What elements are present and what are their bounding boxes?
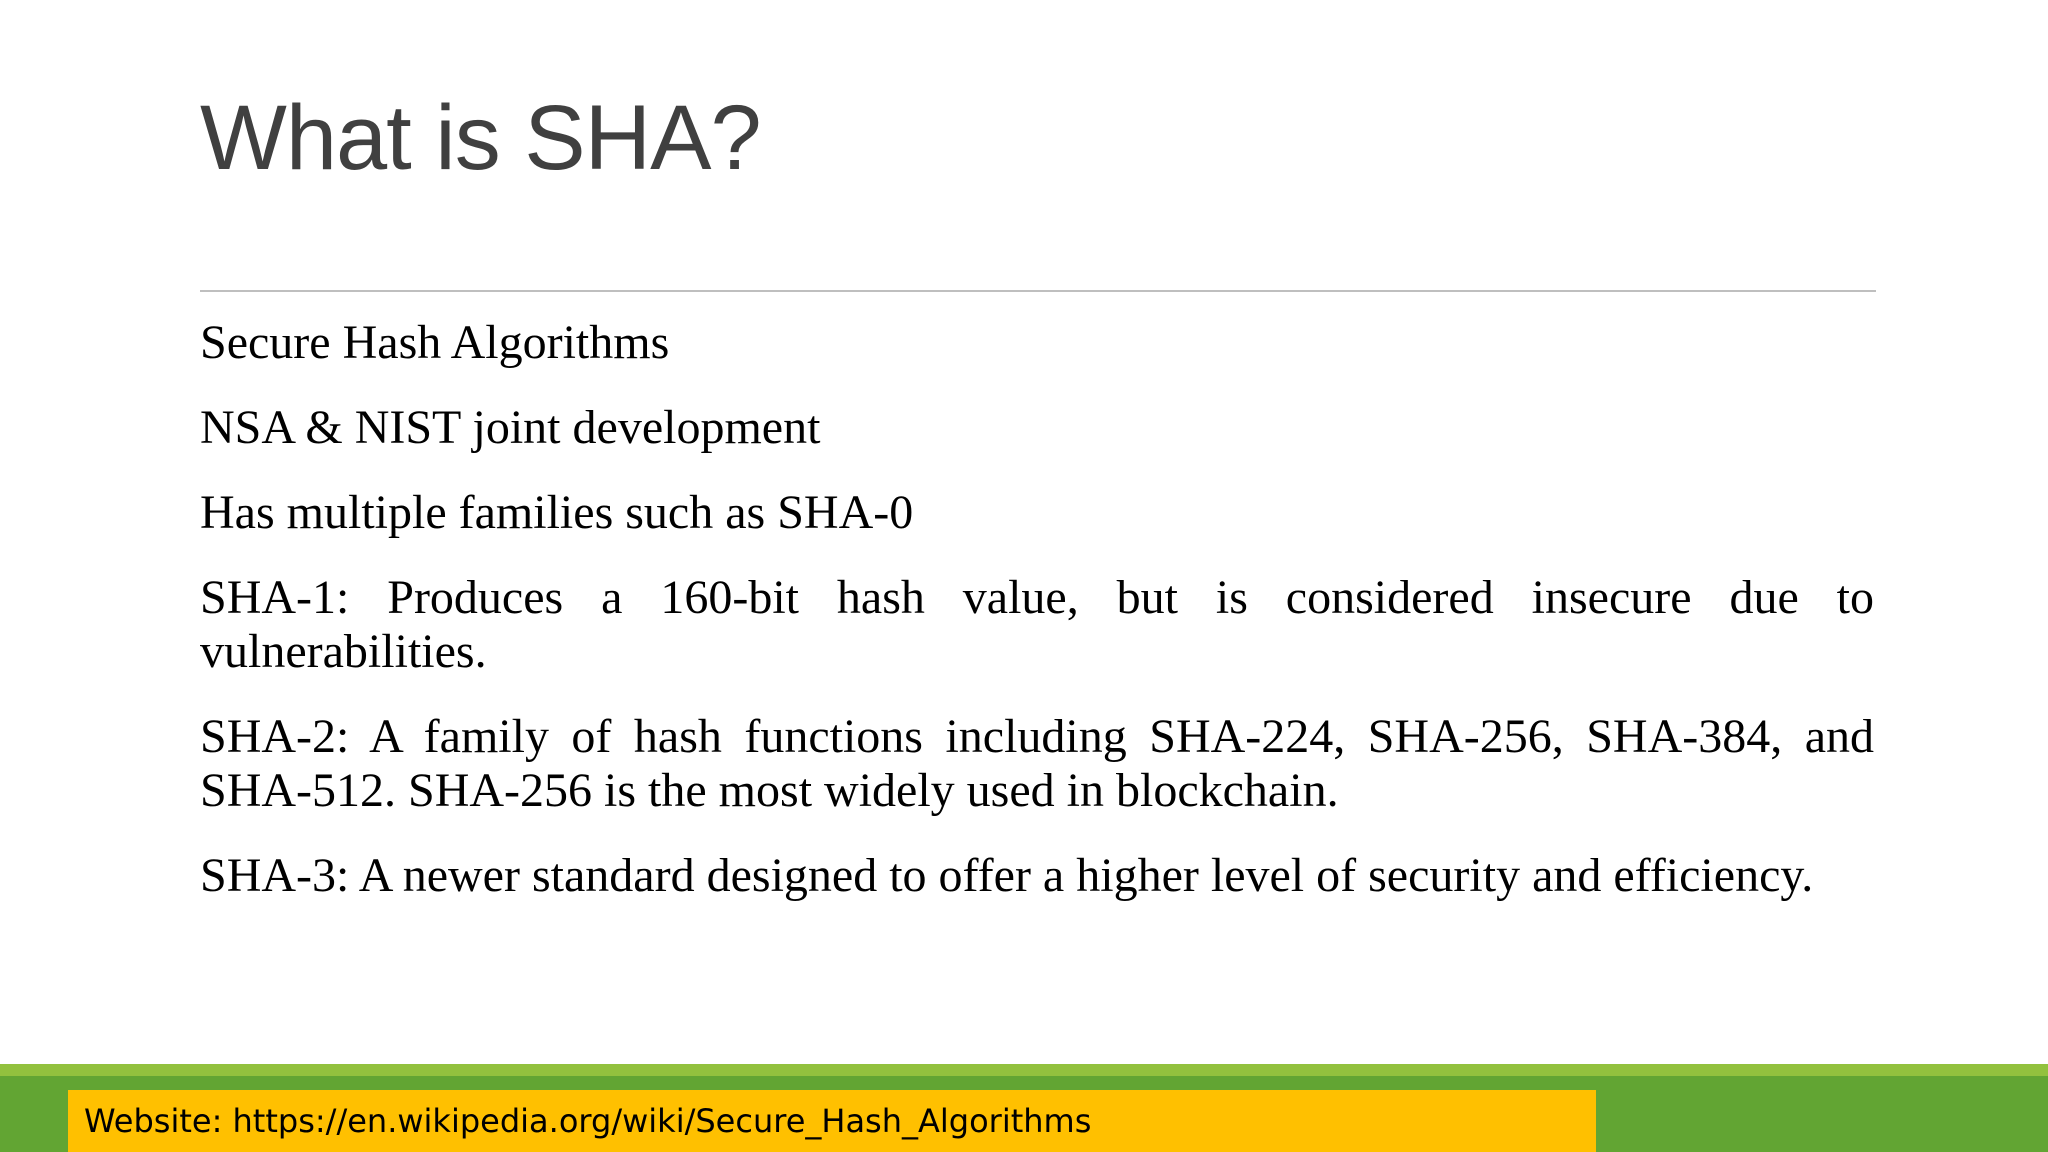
slide-title: What is SHA? — [200, 87, 761, 189]
bullet-item: SHA-3: A newer standard designed to offer a higher level of security and efficiency. — [200, 849, 1814, 902]
bullet-item: NSA & NIST joint development — [200, 401, 821, 454]
bullet-item: SHA-2: A family of hash functions including SHA-224, SHA-256, SHA-384, and SHA-512. SHA-256 is the most widely used in blockchain. — [200, 710, 1874, 817]
footer-accent-bar — [0, 1064, 2048, 1076]
bullet-item: Has multiple families such as SHA-0 — [200, 486, 914, 539]
source-citation: Website: https://en.wikipedia.org/wiki/Secure_Hash_Algorithms — [68, 1090, 1596, 1152]
title-divider — [200, 290, 1876, 292]
bullet-item: Secure Hash Algorithms — [200, 316, 670, 369]
slide-content — [200, 316, 1874, 934]
bullet-item: SHA-1: Produces a 160-bit hash value, but is considered insecure due to vulnerabilities. — [200, 571, 1874, 678]
